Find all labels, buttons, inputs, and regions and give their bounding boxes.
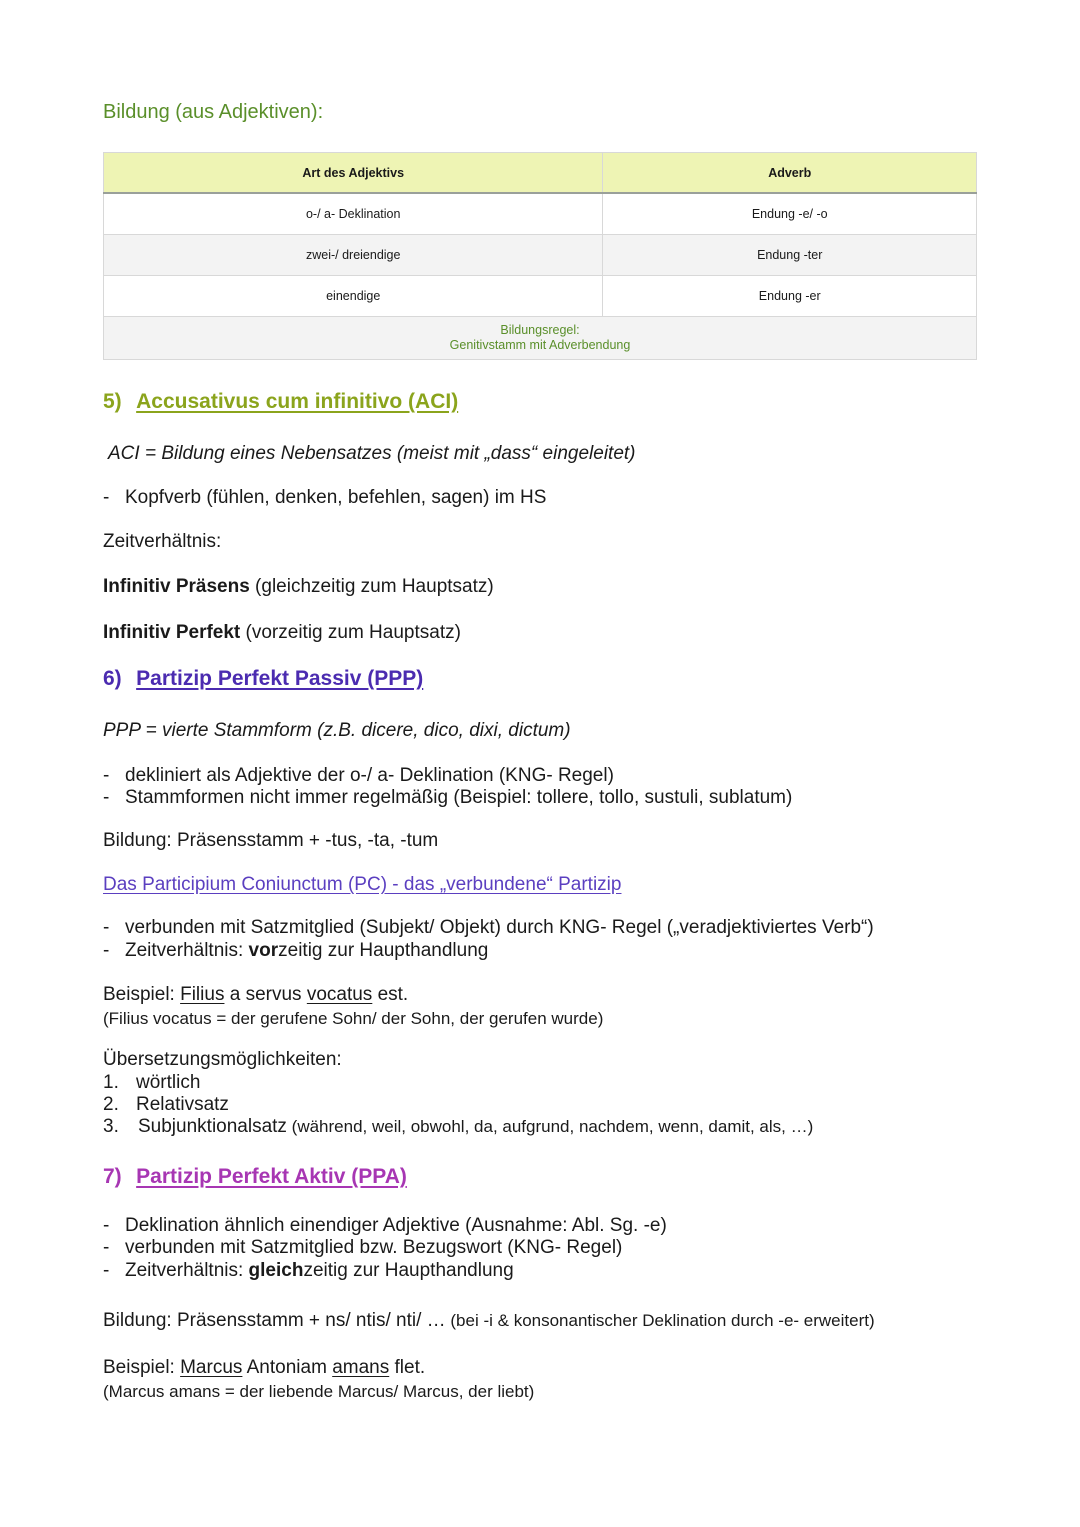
section-5-heading xyxy=(103,390,458,414)
inf-perfekt-term: Infinitiv Perfekt xyxy=(103,622,241,643)
inf-praesens-term: Infinitiv Präsens xyxy=(103,576,250,597)
pc-bullet-2-bold: vor xyxy=(248,940,279,961)
ppa-example-word-marcus: Marcus xyxy=(180,1357,243,1378)
translation-item-3: 3. Subjunktionalsatz (während, weil, obwohl, da, aufgrund, nachdem, wenn, damit, als, …) xyxy=(103,1116,814,1137)
ppa-bullet-2: - verbunden mit Satzmitglied bzw. Bezugswort (KNG- Regel) xyxy=(103,1237,623,1258)
rule-text: Genitivstamm mit Adverbendung xyxy=(449,338,631,352)
formation-heading: Bildung (aus Adjektiven): xyxy=(103,101,324,123)
ppa-example-end: flet. xyxy=(389,1357,426,1378)
adverb-formation-table xyxy=(103,152,977,360)
translation-item-1: 1. wörtlich xyxy=(103,1072,201,1093)
pc-bullet-2-post: zeitig zur Haupthandlung xyxy=(278,940,489,961)
ppa-example-note: (Marcus amans = der liebende Marcus/ Marcus, der liebt) xyxy=(103,1382,535,1401)
table-cell: Endung -ter xyxy=(603,235,977,276)
ppp-bullet-1-text: dekliniert als Adjektive der o-/ a- Deklination (KNG- Regel) xyxy=(125,765,614,786)
ppa-formation-note: (bei -i & konsonantischer Deklination durch -e- erweitert) xyxy=(445,1311,875,1330)
section-7-heading xyxy=(103,1165,407,1189)
aci-bullet-text: Kopfverb (fühlen, denken, befehlen, sagen) im HS xyxy=(125,487,547,508)
table-cell: einendige xyxy=(104,276,603,317)
pc-example xyxy=(103,984,408,1006)
section-7-title: Partizip Perfekt Aktiv (PPA) xyxy=(136,1165,407,1188)
ppp-bullet-2: - Stammformen nicht immer regelmäßig (Beispiel: tollere, tollo, sustuli, sublatum) xyxy=(103,787,793,808)
translation-item-2: 2. Relativsatz xyxy=(103,1094,229,1115)
table-cell: Endung -er xyxy=(603,276,977,317)
table-cell: o-/ a- Deklination xyxy=(104,193,603,235)
ppa-bullet-2-text: verbunden mit Satzmitglied bzw. Bezugswort (KNG- Regel) xyxy=(125,1237,623,1258)
aci-inf-praesens xyxy=(103,576,494,598)
table-row xyxy=(104,193,977,235)
ppa-formation xyxy=(103,1310,875,1332)
pc-bullet-1: - verbunden mit Satzmitglied (Subjekt/ Objekt) durch KNG- Regel („veradjektiviertes Verb“) xyxy=(103,917,874,938)
aci-inf-perfekt xyxy=(103,622,461,644)
ppa-bullet-3-bold: gleich xyxy=(248,1260,304,1281)
ppa-example-word-amans: amans xyxy=(332,1357,390,1378)
pc-heading-link[interactable]: Das Participium Coniunctum (PC) - das „verbundene“ Partizip xyxy=(103,874,622,895)
ppa-example-mid: Antoniam xyxy=(242,1357,333,1378)
pc-example-mid: a servus xyxy=(224,984,307,1005)
section-6-title: Partizip Perfekt Passiv (PPP) xyxy=(136,667,424,690)
rule-label: Bildungsregel: xyxy=(500,323,580,337)
inf-praesens-desc: (gleichzeitig zum Hauptsatz) xyxy=(249,576,494,597)
ppp-definition: PPP = vierte Stammform (z.B. dicere, dico, dixi, dictum) xyxy=(103,720,571,741)
table-row xyxy=(104,276,977,317)
ppa-example xyxy=(103,1357,425,1379)
table-header-adverb: Adverb xyxy=(603,153,977,194)
table-cell: Endung -e/ -o xyxy=(603,193,977,235)
pc-example-end: est. xyxy=(372,984,409,1005)
formation-rule-cell xyxy=(104,317,977,360)
ppp-formation: Bildung: Präsensstamm + -tus, -ta, -tum xyxy=(103,830,439,851)
section-5-title: Accusativus cum infinitivo (ACI) xyxy=(136,390,459,413)
translation-item-2-text: Relativsatz xyxy=(136,1094,229,1115)
pc-example-label: Beispiel: xyxy=(103,984,181,1005)
ppp-bullet-2-text: Stammformen nicht immer regelmäßig (Beispiel: tollere, tollo, sustuli, sublatum) xyxy=(125,787,793,808)
translation-label: Übersetzungsmöglichkeiten: xyxy=(103,1049,342,1070)
pc-example-note: (Filius vocatus = der gerufene Sohn/ der Sohn, der gerufen wurde) xyxy=(103,1009,604,1028)
translation-item-3-text: Subjunktionalsatz xyxy=(138,1116,287,1137)
aci-definition: ACI = Bildung eines Nebensatzes (meist mit „dass“ eingeleitet) xyxy=(108,443,636,464)
table-cell: zwei-/ dreiendige xyxy=(104,235,603,276)
translation-item-1-text: wörtlich xyxy=(136,1072,201,1093)
ppa-bullet-3: - Zeitverhältnis: gleichzeitig zur Haupthandlung xyxy=(103,1260,514,1281)
ppa-bullet-3-post: zeitig zur Haupthandlung xyxy=(303,1260,514,1281)
translation-item-3-note: (während, weil, obwohl, da, aufgrund, nachdem, wenn, damit, als, …) xyxy=(286,1117,814,1136)
ppa-bullet-1-text: Deklination ähnlich einendiger Adjektive (Ausnahme: Abl. Sg. -e) xyxy=(125,1215,667,1236)
table-header-adjective-type: Art des Adjektivs xyxy=(104,153,603,194)
section-6-number: 6) xyxy=(103,667,122,690)
ppp-bullet-1: - dekliniert als Adjektive der o-/ a- Deklination (KNG- Regel) xyxy=(103,765,614,786)
ppa-formation-text: Bildung: Präsensstamm + ns/ ntis/ nti/ … xyxy=(103,1310,446,1331)
section-6-heading xyxy=(103,667,423,691)
pc-bullet-2: - Zeitverhältnis: vorzeitig zur Haupthandlung xyxy=(103,940,489,961)
aci-bullet: - Kopfverb (fühlen, denken, befehlen, sagen) im HS xyxy=(103,487,547,508)
section-5-number: 5) xyxy=(103,390,122,413)
ppa-bullet-3-pre: Zeitverhältnis: xyxy=(125,1260,249,1281)
pc-bullet-2-pre: Zeitverhältnis: xyxy=(125,940,249,961)
ppa-bullet-1: - Deklination ähnlich einendiger Adjektive (Ausnahme: Abl. Sg. -e) xyxy=(103,1215,667,1236)
inf-perfekt-desc: (vorzeitig zum Hauptsatz) xyxy=(240,622,461,643)
table-row xyxy=(104,235,977,276)
pc-example-word-vocatus: vocatus xyxy=(306,984,373,1005)
pc-bullet-1-text: verbunden mit Satzmitglied (Subjekt/ Objekt) durch KNG- Regel („veradjektiviertes Verb“) xyxy=(125,917,874,938)
ppa-example-label: Beispiel: xyxy=(103,1357,181,1378)
aci-time-label: Zeitverhältnis: xyxy=(103,531,222,552)
section-7-number: 7) xyxy=(103,1165,122,1188)
pc-example-word-filius: Filius xyxy=(180,984,225,1005)
